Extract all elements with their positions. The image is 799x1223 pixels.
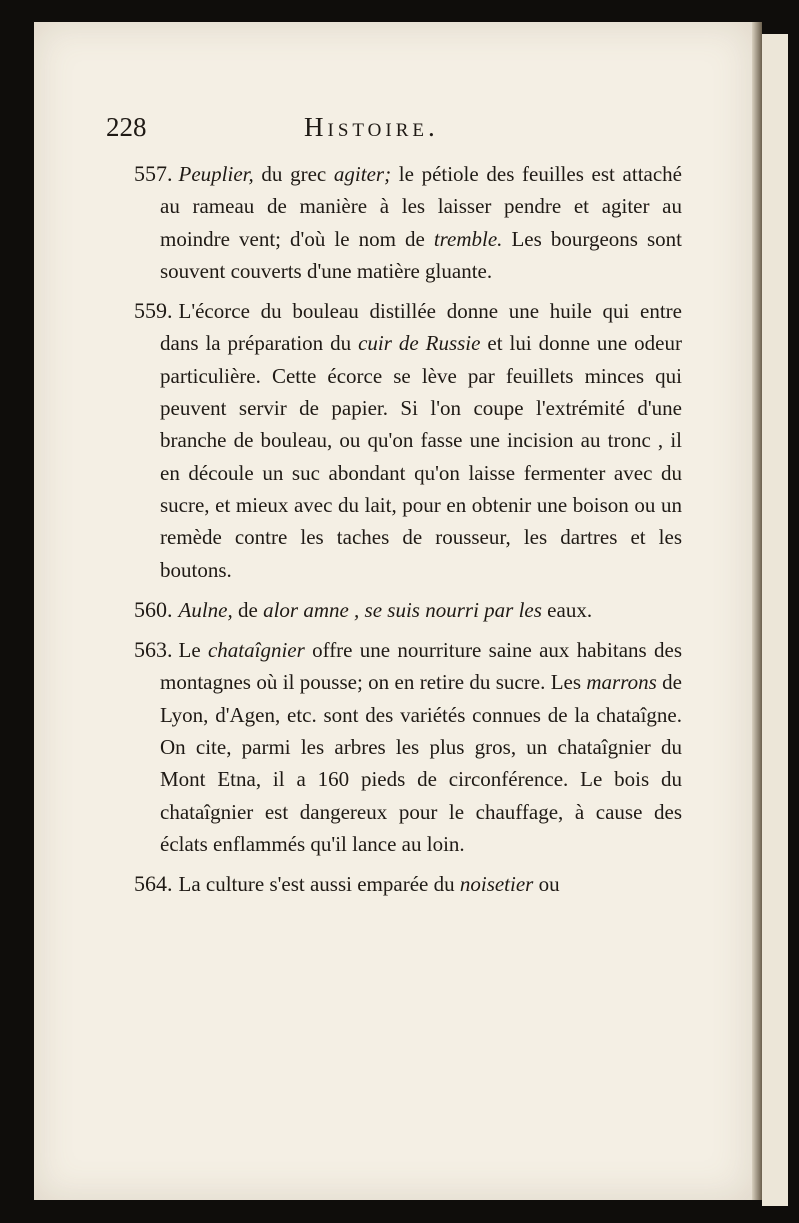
text-run: ou bbox=[533, 872, 560, 897]
paragraph-564 bbox=[134, 868, 682, 900]
text-run: et lui donne une odeur particulière. Cette écorce se lève par feuillets minces qui peuvent servir de papier. Si l'on coupe l'extrémité d'une branche de bouleau, ou qu'on fasse une incision au tronc , il en découle un suc abondant qu'on laisse fermenter avec du sucre, et mieux avec du lait, pour en obtenir une boison ou un remède contre les taches de rousseur, les dartres et les boutons. bbox=[160, 331, 683, 582]
paragraph-number: 563. bbox=[134, 637, 173, 663]
paragraph-text bbox=[160, 299, 682, 581]
italic-run: marrons bbox=[586, 670, 657, 695]
text-run: L'écorce du bouleau distillée donne une huile qui entre dans la préparation du bbox=[160, 299, 682, 356]
paragraph-text bbox=[179, 598, 593, 622]
page-number: 228 bbox=[106, 112, 147, 142]
paragraph-text bbox=[179, 872, 560, 896]
text-run: de Lyon, d'Agen, etc. sont des variétés connues de la chataîgne. On cite, parmi les arbres les plus gros, un chataîgnier du Mont Etna, il a 160 pieds de circonférence. Le bois du chataîgnier est dangereux pour le chauffage, à cause des éclats enflammés qu'il lance au loin. bbox=[160, 670, 682, 856]
next-page-edge bbox=[762, 34, 788, 1206]
italic-run: noisetier bbox=[459, 872, 534, 897]
paragraph-557 bbox=[134, 158, 682, 287]
italic-run: tremble. bbox=[433, 226, 503, 251]
text-run: Les bourgeons sont souvent couverts d'une matière gluante. bbox=[160, 226, 682, 283]
running-title: Histoire. bbox=[304, 112, 439, 142]
paragraph-text bbox=[160, 162, 682, 283]
text-run: Le bbox=[178, 638, 208, 663]
text-run: offre une nourriture saine aux habitans des montagnes où il pousse; on en retire du sucre. Les bbox=[160, 638, 683, 695]
paragraph-text bbox=[160, 638, 682, 856]
paragraph-number: 560. bbox=[134, 596, 173, 622]
page-gutter bbox=[752, 22, 762, 1200]
paragraph-number: 564. bbox=[134, 871, 173, 897]
text-run: du grec bbox=[253, 162, 334, 186]
paragraph-number: 557. bbox=[134, 161, 173, 186]
italic-run: chataîgnier bbox=[207, 638, 305, 663]
italic-run: Peuplier, bbox=[178, 162, 254, 186]
paragraph-number: 559. bbox=[134, 298, 173, 324]
paragraph-559 bbox=[134, 295, 682, 586]
italic-run: alor amne , se suis nourri par les bbox=[263, 597, 542, 622]
paragraph-560 bbox=[134, 594, 682, 626]
page-header bbox=[106, 112, 686, 152]
italic-run: Aulne, bbox=[178, 597, 233, 622]
text-run: de bbox=[232, 597, 264, 622]
text-run: eaux. bbox=[541, 597, 593, 622]
text-run: La culture s'est aussi emparée du bbox=[178, 872, 460, 897]
italic-run: cuir de Russie bbox=[358, 331, 481, 356]
italic-run: agiter; bbox=[333, 162, 392, 186]
paragraph-563 bbox=[134, 634, 682, 860]
text-run: le pétiole des feuilles est attaché au rameau de manière à les laisser pendre et agiter au moindre vent; d'où le nom de bbox=[160, 162, 682, 251]
page-body bbox=[134, 158, 682, 909]
